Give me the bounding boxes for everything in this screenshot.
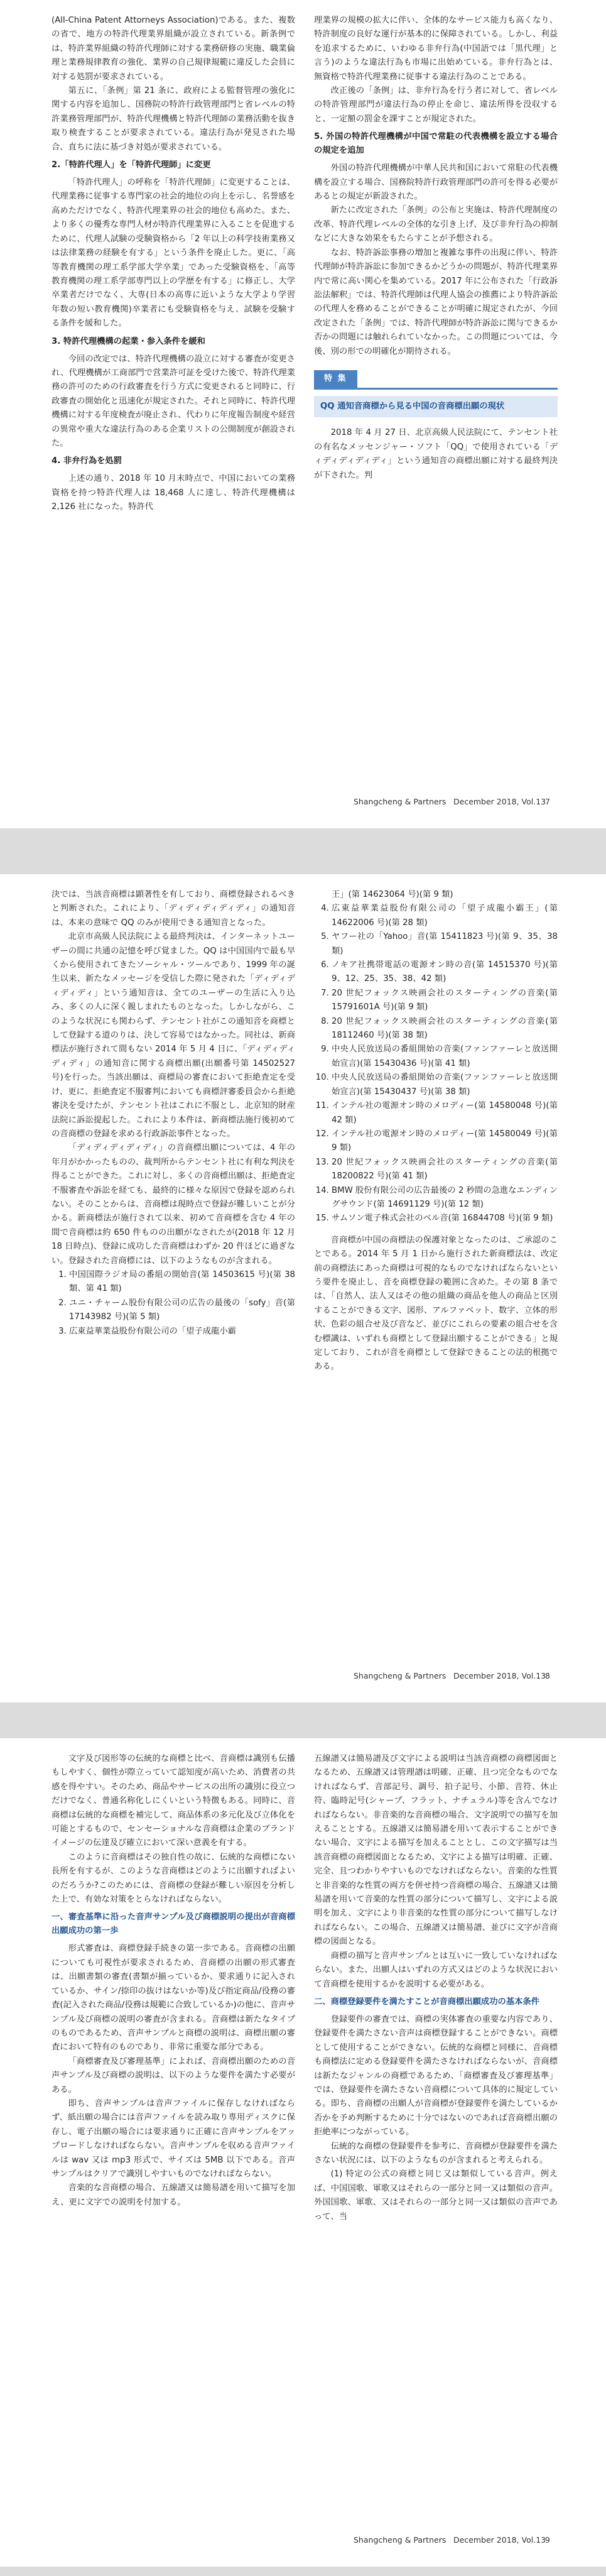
paragraph: 外国の特許代理機構が中華人民共和国において常駐の代表機構を設立する場合、国務院特許行政管理部門の許可を得る必要があるとの規定が新設された。 — [314, 163, 558, 202]
paragraph: 即ち、音声サンプルは音声ファイルに保存しなければならず、紙出願の場合には音声ファイルを読み取り専用ディスクに保存し、電子出願の場合には要求通りに正確に音声サンプルをアップロードしなければならない。音声サンプルを収める音声ファイルは wav 又は mp3 形式で、サイズは 5MB 以下である。音声サンプルはクリアで識別しやすいものでなければならない。 — [51, 2098, 295, 2179]
paragraph: 形式審査は、商標登録手続きの第一歩である。音商標の出願についても可視性が要求されるため、音商標の出願の形式審査は、出願書類の審査(書類が揃っているか、要求通りに記入されているか、サイン/捺印の抜けはないか等)及び指定商品/役務の審査(記入された商品/役務は規範に合致しているか)の他に、音声サンプル及び商標の説明の審査が含まれる。音商標は新たなタイプのものであるため、音声サンプルと商標の説明は、商標出願の審査において特有のものであり、非常に重要な部分である。 — [51, 1944, 295, 2053]
sound-mark-list-continued — [314, 888, 558, 902]
paragraph: 改正後の「条例」は、非弁行為を行う者に対して、省レベルの特許管理部門が違法行為の停止を命じ、違法所得を没収すると、一定額の罰金を課すことが規定された。 — [314, 86, 558, 124]
paragraph: 「特許代理人」の呼称を「特許代理師」に変更することは、代理業務に従事する専門家の社会的地位の向上を示し、名誉感を高めただけでなく、特許代理業界の社会的地位も高めた。また、より多くの優秀な専門人材が特許代理業界に入ることを促進するために、代理人試験の受験資格から「2 年以上の科学技術業務又は法律業務の経験を有する」という条件を廃止した。更に、「高等教育機関の理工系学部大学卒業」であった受験資格を、「高等教育機関の理工系学部専門以上の学歴を有する」に修正し、大学卒業者だけでなく、大専(日本の高専に近いような大学より学習年数の短い教育機関)卒業者にも受験資格を与え、試験を受験する条件を緩和した。 — [51, 178, 295, 329]
paragraph: 今回の改定では、特許代理機構の設立に対する審査が変更され、代理機構が工商部門で営業許可証を受けた後で、特許代理業務の許可のための行政審査を行う方式に変更されると同時に、行政審査の開始化と迅速化が規定された。それと同時に、特許代理機構に対する年度検査が廃止され、代わりに年度報告制度や経営の異常や重大な違法行為のある企業リストの公開制度が創設された。 — [51, 354, 295, 448]
footer-firm: Shangcheng & Partners — [354, 1671, 446, 1680]
list-item: 3. 広東益華業益股份有限公司の「望子成龍小霸 — [69, 1325, 295, 1339]
list-item: 7. 20 世紀フォックス映画会社のスターティングの音楽(第 15791601A 号)(第 9 類) — [332, 987, 558, 1015]
paragraph: 北京市高級人民法院による最終判決は、インターネットユーザーの間に共通の記憶を呼び覚ました。QQ は中国国内で最も早くから使用されてきたソーシャル・ツールであり、1999 年の誕生以来、新たなメッセージを受信した際に発された「ディディディディディ」という通知音は、全てのユーザーの生活に入り込み、多くの人に深く親しまれたものとなった。しかしながら、このような状況にも関わらず、テンセント社がこの通知音を商標として登録する道のりは、決して容易ではなかった。同社は、新商標法が施行されて間もない 2014 年 5 月 4 日に、「ディディディディディ」の通知音に関する商標出願(出願番号第 14502527 号)を行った。当該出願は、商標局の審査において拒絶査定を受け、更に、拒絶査定不服審判においても商標評審委員会から拒絶審決を受けたが、テンセント社はこれに不服とし、北京知的財産法院に訴訟提起した。これにより本件は、新商標法施行後初めての音商標の登録を求める行政訴訟事件となった。 — [51, 932, 295, 1139]
sound-mark-list — [51, 1268, 295, 1339]
paragraph: 文字及び図形等の伝統的な商標と比べ、音商標は識別も伝播もしやすく、個性が際立っていて認知度が高いため、消費者の共感を得やすい。そのため、商品やサービスの出所の識別に役立つだけでなく、普通名称化しにくいという特徴もある。同時に、音商標は伝統的な商標を補完して、商品体系の多元化及び立体化を可能とするもので、センセーショナルな音商標は企業のブランドイメージの伝達及び確立において深い意義を有する。 — [51, 1754, 295, 1848]
list-item: 10. 中央人民放送局の番組開始の音楽(ファンファーレと放送開始宣言)(第 15430437 号)(第 38 類) — [332, 1071, 558, 1099]
paragraph: なお、特許訴訟事務の増加と複雑な事件の出現に伴い、特許代理師が特許訴訟に参加できるかどうかの問題が、特許代理業界内で常に高い関心を集めている。2017 年に公布された「行政訴訟法解釈」では、特許代理師は代理人協会の推薦により特許訴訟の代理人を務めることができることが明確に規定されたが、今回改定された「条例」では、特許代理師が特許訴訟に関与できるか否かの問題には触れられていなかった。この問題については、今後、別の形での明確化が期待される。 — [314, 248, 558, 356]
left-column — [51, 888, 295, 1339]
page-7 — [0, 0, 606, 828]
feature-rule — [314, 388, 558, 390]
paragraph: 第五に、「条例」第 21 条に、政府による監督管理の強化に関する内容を追加し、国務院の特許行政管理部門と省レベルの特許業務管理部門が、特許代理機構と特許代理師の業務活動を抜き取り検査することが要求されている。違法行為が発見された場合、直ちに法に基づき対処が要求されている。 — [51, 86, 295, 152]
paragraph: 「ディディディディディ」の音商標出願については、4 年の年月がかかったものの、裁判所からテンセント社に有利な判決を得ることができた。これに対し、多くの音商標出願は、拒絶査定不服審査や訴訟を経ても、最終的に様々な原因で登録を認められない。そのことからは、音商標は現時点で登録が難しいことが分かる。新商標法が施行されて以来、初めて音商標を含む 4 年の間で音商標は約 650 件ものの出願がなされたが(2018 年 12 月 18 日時点)、登録に成功した音商標はわずか 20 件ほどに過ぎない。登録された音商標には、以下のようなものが含まれる。 — [51, 1143, 295, 1266]
list-item: 9. 中央人民放送局の番組開始の音楽(ファンファーレと放送開始宣言)(第 15430436 号)(第 41 類) — [332, 1043, 558, 1071]
list-item: 13. 20 世紀フォックス映画会社のスターティングの音楽(第 18200822 号)(第 41 類) — [332, 1156, 558, 1184]
list-item: 2. ユニ・チャーム股份有限公司の広告の最後の「sofy」音(第 17143982 号)(第 5 類) — [69, 1296, 295, 1325]
paragraph: 2018 年 4 月 27 日、北京高級人民法院にて、テンセント社の有名なメッセンジャー・ソフト「QQ」で使用されている「ディディディディディ」という通知音の商標出願に対する最終判決が下された。判 — [314, 428, 558, 480]
page-number: 8 — [545, 1671, 550, 1680]
feature-badge-row — [314, 370, 558, 390]
footer-date: December 2018, Vol.13 — [453, 2535, 546, 2545]
paragraph: (1) 特定の公式の商標と同じ又は類似している音声。例えば、中国国歌、軍歌又はそれらの一部分と同一又は類似の音声。外国国歌、軍歌、又はそれらの一部分と同一又は類似の音声であって、当 — [314, 2169, 558, 2222]
footer-firm: Shangcheng & Partners — [354, 2535, 446, 2545]
paragraph: 五線譜又は簡易譜及び文字による説明は当該音商標の商標図面となるため、五線譜又は管理譜は明確、正確、且つ完全なものでなければならず、音部記号、調号、拍子記号、小節、音符、休止符、臨時記号(シャープ、フラット、ナチュラル)等を含んでなければならない。非音楽的な音商標の場合、文字説明での描写を加えることとする。五線譜又は簡易譜を用いて表示することができない場合、文字による描写を加えることとし、この文字描写は当該音商標の商標図面となるため、文字による描写は明確、正確、完全、且つわかりやすいものでなければならない。音楽的な性質と非音楽的な性質の両方を併せ持つ音商標の場合、五線譜又は簡易譜を用いて音楽的な性質の部分について描写し、文字による説明を加え、文字により非音楽的な性質の部分について描写しなければならない。この場合、五線譜又は簡易譜、並びに文字が音商標の図面となる。 — [314, 1754, 558, 1947]
page-8 — [0, 874, 606, 1702]
page-footer — [0, 2535, 606, 2554]
feature-badge: 特 集 — [314, 370, 357, 388]
footer-date: December 2018, Vol.13 — [453, 1671, 546, 1680]
section-heading: 2.「特許代理人」を「特許代理師」に変更 — [51, 160, 211, 170]
right-column — [314, 888, 558, 1374]
page-footer — [0, 1671, 606, 1690]
section-heading: 一、審査基準に沿った音声サンプル及び商標説明の提出が音商標出願成功の第一歩 — [51, 1912, 295, 1936]
list-item: 6. ノキア社携帯電話の電源オン時の音(第 14515370 号)(第 9、12、25、35、38、42 類) — [332, 958, 558, 987]
list-item: 5. ヤフー社の「Yahoo」音(第 15411823 号)(第 9、35、38 類) — [332, 930, 558, 958]
page-number: 7 — [545, 797, 550, 806]
section-heading: 3. 特許代理機構の起業・参入条件を緩和 — [51, 336, 205, 346]
paragraph: 登録要件の審査では、商標の実体審査の重要な内容であり、登録要件を満たさない音声は商標登録することができない。商標として使用することができない。伝統的な商標と同様に、音商標も商標法に定める登録要件を満たさなければならないが、音商標は新たなジャンルの商標であるため、「商標審査及び審理基準」では、登録要件を満たさない音商標について具体的に規定している。即ち、音商標の出願人が音商標が登録要件を満たしているか否かを予め判断するために十分ではないのであれば音商標出願の拒絶率につながっている。 — [314, 2014, 558, 2137]
list-item: 15. サムソン電子株式会社のベル音(第 16844708 号)(第 9 類) — [332, 1212, 558, 1225]
paragraph: 理業界の規模の拡大に伴い、全体的なサービス能力も高くなり、特許制度の良好な運行が基本的に保障されている。しかし、利益を追求するために、いわゆる非弁行為(中国語では「黒代理」と言う)のような違法行為も市場に出始めている。非弁行為とは、無資格で特許代理業務に従事する違法行為のことである。 — [314, 16, 558, 82]
list-item-continued: 王」(第 14623064 号)(第 9 類) — [332, 890, 453, 899]
right-column — [314, 1752, 558, 2224]
list-item: 1. 中国国際ラジオ局の番組の開始音(第 14503615 号)(第 38 類、第 41 類) — [69, 1268, 295, 1296]
section-heading: 4. 非弁行為を処罰 — [51, 456, 122, 466]
paragraph: 商標の描写と音声サンプルとは互いに一致していなければならない。また、出願人はいずれの方式又はどのような状況において音商標を使用するかを説明する必要がある。 — [314, 1951, 558, 1989]
sound-mark-list — [314, 902, 558, 1225]
page-footer — [0, 797, 606, 816]
paragraph: 音楽的な音商標の場合、五線譜又は簡易譜を用いて描写を加え、更に文字での説明を付加する。 — [51, 2183, 295, 2207]
paragraph: 音商標が中国の商標法の保護対象となったのは、ご承認のことである。2014 年 5 月 1 日から施行された新商標法は、改定前の商標法にあった商標は可視的なものでなければならないという要件を廃止し、音を商標登録の範囲に含めた。その第 8 条では、「自然人、法人又はその他の組織の商品を他人の商品と区別することができる文字、図形、アルファベット、数字、立体的形状、色彩の組合せ及び音など、並びにこれらの要素の組合せを含む標識は、いずれも商標として登録出願することができる」と規定しており、これが音を商標として登録できることの法的根拠である。 — [314, 1235, 558, 1372]
left-column — [51, 1752, 295, 2210]
list-item: 14. BMW 股份有限公司の広告最後の 2 秒間の急進なエンディングサウンド(第 14691129 号)(第 12 類) — [332, 1184, 558, 1212]
right-column — [314, 14, 558, 483]
paragraph: 新たに改定された「条例」の公布と実施は、特許代理制度の改革、特許代理レベルの全体的な引き上げ、及び非弁行為の抑制などに大きな効果をもたらすことが予想される。 — [314, 206, 558, 244]
list-item: 12. インテル社の電源オン時のメロディー(第 14580049 号)(第 9 類) — [332, 1127, 558, 1156]
page-number: 9 — [545, 2535, 550, 2545]
feature-title: QQ 通知音商標から見る中国の音商標出願の現状 — [314, 396, 558, 417]
footer-date: December 2018, Vol.13 — [453, 797, 546, 806]
section-heading: 二、商標登録要件を満たすことが音商標出願成功の基本条件 — [314, 1997, 540, 2007]
paragraph: 「商標審査及び審理基準」によれば、音商標出願のための音声サンプル及び商標の説明は、以下のような要件を満たす必要がある。 — [51, 2056, 295, 2095]
paragraph: 伝統的な商標の登録要件を参考に、音商標が登録要件を満たさない状況には、以下のようなものが含まれると考えられる。 — [314, 2141, 558, 2165]
paragraph: (All-China Patent Attorneys Association)である。また、複数の省で、地方の特許代理業界組織が設立されている。新条例では、特許業界組織の特許代理師に対する業務研修の実施、職業倫理と業務規律教育の強化、業界の自己規律規範に違反した会員に対する処罰が要求されている。 — [51, 16, 295, 82]
footer-firm: Shangcheng & Partners — [354, 797, 446, 806]
paragraph: 決では、当該音商標は顕著性を有しており、商標登録されるべきと判断された。これにより、「ディディディディディ」の通知音は、本来の意味で QQ のみが使用できる通知音となった。 — [51, 890, 295, 928]
paragraph: このように音商標はその独自性の故に、伝統的な商標にない長所を有するが、このような音商標はどのように出願すればよいのだろうか?このためには、音商標の登録が難しい原因を分析した上で、有効な対策をとらなければならない。 — [51, 1852, 295, 1905]
list-item: 8. 20 世紀フォックス映画会社のスターティングの音楽(第 18112460 号)(第 38 類) — [332, 1015, 558, 1043]
left-column — [51, 14, 295, 515]
paragraph: 上述の通り、2018 年 10 月末時点で、中国においての業務資格を持つ特許代理人は 18,468 人に達し、特許代理機構は 2,126 社になった。特許代 — [51, 474, 295, 512]
list-item: 4. 広東益華業益股份有限公司の「望子成龍小霸王」(第 14622006 号)(第 28 類) — [332, 902, 558, 930]
list-item: 11. インテル社の電源オン時のメロディー(第 14580048 号)(第 42 類) — [332, 1099, 558, 1127]
page-9 — [0, 1738, 606, 2567]
section-heading: 5. 外国の特許代理機構が中国で常駐の代表機構を設立する場合の規定を追加 — [314, 132, 558, 156]
